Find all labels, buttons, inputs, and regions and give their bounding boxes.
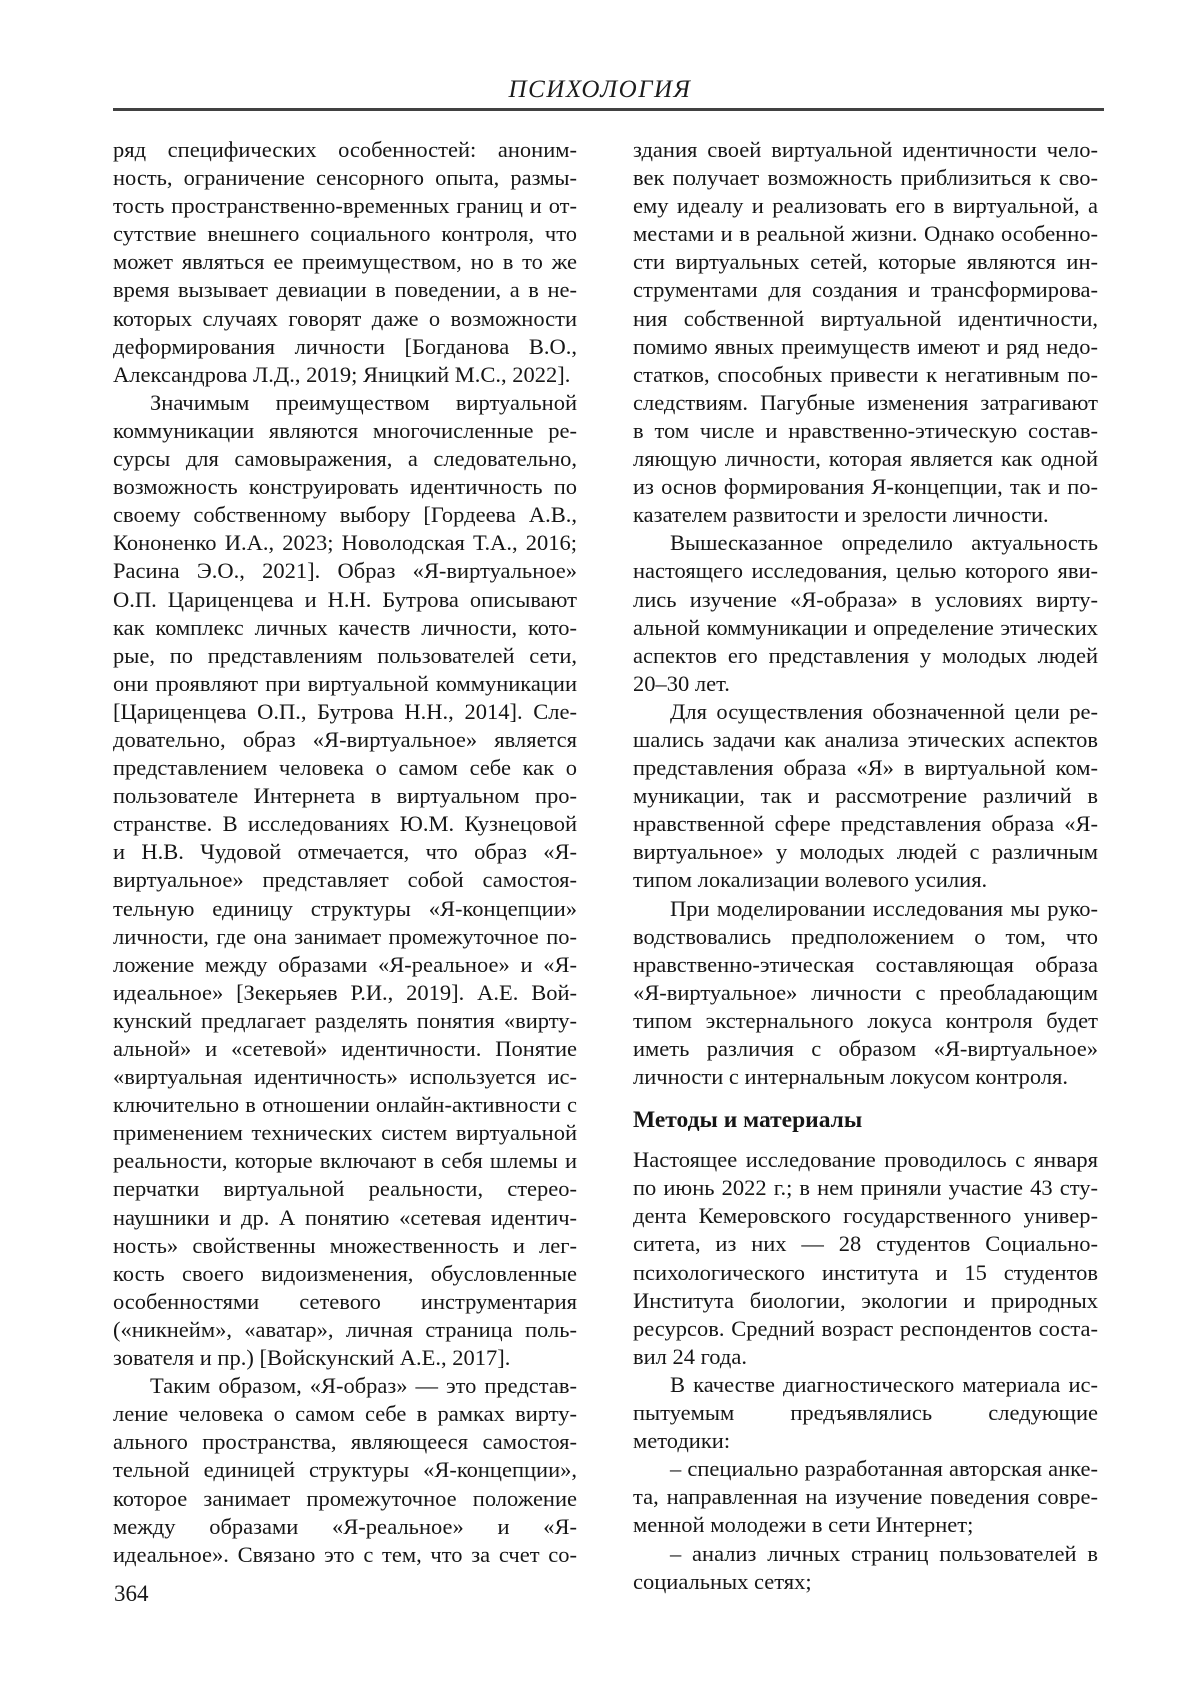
text-line: Расина Э.О., 2021]. Образ «Я-виртуальное» bbox=[113, 558, 577, 584]
text-line: («никнейм», «аватар», личная страница поль- bbox=[113, 1316, 577, 1342]
text-line: возможность конструировать идентичность по bbox=[113, 474, 577, 500]
text-line: ность, ограничение сенсорного опыта, размы- bbox=[113, 165, 577, 191]
text-line: альной коммуникации и определение этических bbox=[633, 614, 1098, 640]
text-line: вил 24 года. bbox=[633, 1343, 747, 1369]
text-line: которых случаях говорят даже о возможности bbox=[113, 305, 577, 331]
text-line: представления образа «Я» в виртуальной ком- bbox=[633, 755, 1098, 781]
text-line: которое занимает промежуточное положение bbox=[113, 1485, 577, 1511]
text-line: пытуемым предъявлялись следующие методики: bbox=[633, 1400, 1098, 1454]
text-line: «виртуальная идентичность» используется ис- bbox=[113, 1064, 577, 1090]
text-line: ложение между образами «Я-реальное» и «Я- bbox=[113, 951, 577, 977]
text-line: шались задачи как анализа этических аспектов bbox=[633, 726, 1098, 752]
paragraph bbox=[633, 1455, 1098, 1539]
text-line: тость пространственно-временных границ и от- bbox=[113, 193, 577, 219]
text-line: нравственно-этическая составляющая образа bbox=[633, 951, 1098, 977]
text-line: между образами «Я-реальное» и «Я- bbox=[113, 1513, 577, 1539]
text-line: ность» свойственны множественность и лег- bbox=[113, 1232, 577, 1258]
text-line: рые, по представлениям пользователей сети, bbox=[113, 642, 577, 668]
text-line: Института биологии, экологии и природных bbox=[633, 1287, 1098, 1313]
text-line: менной молодежи в сети Интернет; bbox=[633, 1512, 974, 1538]
text-line: ситета, из них — 28 студентов Социально- bbox=[633, 1231, 1098, 1257]
text-line: кость своего видоизменения, обусловленные bbox=[113, 1260, 577, 1286]
text-line: и Н.В. Чудовой отмечается, что образ «Я- bbox=[113, 839, 577, 865]
text-line: виртуальное» представляет собой самостоя- bbox=[113, 867, 577, 893]
text-line: ния собственной виртуальной идентичности, bbox=[633, 305, 1098, 331]
text-line: типом экстернального локуса контроля будет bbox=[633, 1007, 1098, 1033]
text-line: Настоящее исследование проводилось с января bbox=[633, 1147, 1098, 1173]
text-line: идеальное» [Зекерьяев Р.И., 2019]. А.Е. Вой- bbox=[113, 979, 577, 1005]
text-line: личности с интернальным локусом контроля. bbox=[633, 1064, 1069, 1090]
text-line: ального пространства, являющееся самостоя- bbox=[113, 1429, 577, 1455]
text-line: тельной единицей структуры «Я-концепции», bbox=[113, 1457, 577, 1483]
text-line: Для осуществления обозначенной цели ре- bbox=[670, 698, 1098, 724]
text-line: [Цариценцева О.П., Бутрова Н.Н., 2014]. Сле- bbox=[113, 698, 577, 724]
text-line: наушники и др. А понятию «сетевая идентич- bbox=[113, 1204, 577, 1230]
text-line: муникации, так и рассмотрение различий в bbox=[633, 783, 1098, 809]
paragraph bbox=[633, 529, 1098, 698]
text-line: ключительно в отношении онлайн-активности с bbox=[113, 1092, 577, 1118]
text-line: Кононенко И.А., 2023; Новолодская Т.А., 2016; bbox=[113, 530, 577, 556]
text-line: социальных сетях; bbox=[633, 1568, 812, 1594]
text-line: личности, где она занимает промежуточное по- bbox=[113, 923, 577, 949]
text-line: тельную единицу структуры «Я-концепции» bbox=[113, 895, 577, 921]
text-line: странстве. В исследованиях Ю.М. Кузнецовой bbox=[113, 811, 577, 837]
text-line: особенностями сетевого инструментария bbox=[113, 1288, 577, 1314]
text-line: своему собственному выбору [Гордеева А.В., bbox=[113, 502, 577, 528]
paragraph bbox=[113, 389, 577, 1372]
paragraph bbox=[633, 1146, 1098, 1371]
text-line: Вышесказанное определило актуальность bbox=[670, 530, 1098, 556]
text-line: Таким образом, «Я-образ» — это представ- bbox=[150, 1373, 577, 1399]
text-line: типом локализации волевого усилия. bbox=[633, 867, 988, 893]
text-line: ляющую личности, которая является как одной bbox=[633, 446, 1098, 472]
text-line: «Я-виртуальное» личности с преобладающим bbox=[633, 979, 1098, 1005]
right-column bbox=[633, 136, 1098, 1596]
text-line: струментами для создания и трансформирова- bbox=[633, 277, 1098, 303]
text-line: может являться ее преимуществом, но в то же bbox=[113, 249, 577, 275]
text-line: в том числе и нравственно-этическую состав- bbox=[633, 417, 1098, 443]
text-columns bbox=[113, 136, 1098, 1596]
paragraph bbox=[633, 1540, 1098, 1596]
section-heading: Методы и материалы bbox=[633, 1107, 863, 1134]
text-line: коммуникации являются многочисленные ре- bbox=[113, 417, 577, 443]
page-number: 364 bbox=[114, 1581, 149, 1606]
text-line: Значимым преимуществом виртуальной bbox=[150, 389, 577, 415]
text-line: аспектов его представления у молодых людей bbox=[633, 642, 1098, 668]
text-line: водствовались предположением о том, что bbox=[633, 923, 1098, 949]
text-line: иметь различия с образом «Я-виртуальное» bbox=[633, 1036, 1098, 1061]
text-line: следствиям. Пагубные изменения затрагивают bbox=[633, 389, 1098, 415]
text-line: та, направленная на изучение поведения совре- bbox=[633, 1484, 1098, 1510]
left-column bbox=[113, 136, 577, 1596]
paragraph bbox=[633, 698, 1098, 895]
text-line: из основ формирования Я-концепции, так и по- bbox=[633, 474, 1098, 500]
text-line: В качестве диагностического материала ис- bbox=[670, 1371, 1098, 1397]
text-line: – специально разработанная авторская анке- bbox=[670, 1456, 1098, 1482]
text-line: виртуальное» у молодых людей с различным bbox=[633, 839, 1098, 865]
text-line: ление человека о самом себе в рамках вирту- bbox=[113, 1401, 577, 1427]
text-line: При моделировании исследования мы руко- bbox=[670, 895, 1098, 921]
text-line: – анализ личных страниц пользователей в bbox=[670, 1540, 1098, 1566]
text-line: дента Кемеровского государственного универ- bbox=[633, 1203, 1098, 1229]
text-line: 20–30 лет. bbox=[633, 670, 730, 696]
text-line: представлением человека о самом себе как о bbox=[113, 755, 577, 781]
text-line: здания своей виртуальной идентичности чело- bbox=[633, 137, 1098, 162]
text-line: деформирования личности [Богданова В.О., bbox=[113, 333, 577, 359]
text-line: кунский предлагает разделять понятия «вирту- bbox=[113, 1007, 577, 1033]
text-line: помимо явных преимуществ имеют и ряд недо- bbox=[633, 333, 1098, 359]
running-head-title: ПСИХОЛОГИЯ bbox=[508, 76, 692, 103]
paragraph bbox=[113, 1372, 577, 1569]
text-line: местами и в реальной жизни. Однако особенно- bbox=[633, 221, 1098, 247]
text-line: идеальное». Связано это с тем, что за счет со- bbox=[113, 1541, 577, 1567]
text-line: пользователе Интернета в виртуальном про- bbox=[113, 783, 577, 809]
text-line: по июнь 2022 г.; в нем приняли участие 43 сту- bbox=[633, 1175, 1098, 1201]
text-line: нравственной сфере представления образа «Я- bbox=[633, 811, 1098, 837]
text-line: психологического института и 15 студентов bbox=[633, 1259, 1098, 1285]
text-line: альной» и «сетевой» идентичности. Понятие bbox=[113, 1036, 577, 1061]
header-rule bbox=[113, 108, 1104, 111]
text-line: Александрова Л.Д., 2019; Яницкий М.С., 2022]. bbox=[113, 361, 571, 387]
text-line: казателем развитости и зрелости личности. bbox=[633, 502, 1049, 528]
paragraph bbox=[113, 136, 577, 389]
text-line: настоящего исследования, целью которого яви- bbox=[633, 558, 1098, 584]
text-line: как комплекс личных качеств личности, кото- bbox=[113, 614, 577, 640]
text-line: сти виртуальных сетей, которые являются ин- bbox=[633, 249, 1098, 275]
text-line: время вызывает девиации в поведении, а в не- bbox=[113, 277, 577, 303]
text-line: довательно, образ «Я-виртуальное» является bbox=[113, 726, 577, 752]
paragraph bbox=[633, 1371, 1098, 1455]
text-line: ему идеалу и реализовать его в виртуальной, а bbox=[633, 193, 1098, 219]
text-line: реальности, которые включают в себя шлемы и bbox=[113, 1148, 577, 1174]
text-line: перчатки виртуальной реальности, стерео- bbox=[113, 1176, 577, 1202]
text-line: зователя и пр.) [Войскунский А.Е., 2017]. bbox=[113, 1345, 511, 1371]
paragraph bbox=[633, 136, 1098, 529]
paragraph bbox=[633, 895, 1098, 1092]
text-line: сурсы для самовыражения, а следовательно, bbox=[113, 446, 577, 472]
text-line: век получает возможность приблизиться к сво- bbox=[633, 165, 1098, 191]
text-line: сутствие внешнего социального контроля, что bbox=[113, 221, 577, 247]
text-line: статков, способных привести к негативным по- bbox=[633, 361, 1098, 387]
text-line: О.П. Цариценцева и Н.Н. Бутрова описывают bbox=[113, 586, 577, 612]
text-line: они проявляют при виртуальной коммуникации bbox=[113, 670, 577, 696]
text-line: ряд специфических особенностей: аноним- bbox=[113, 137, 577, 162]
text-line: ресурсов. Средний возраст респондентов соста- bbox=[633, 1315, 1098, 1341]
text-line: лись изучение «Я-образа» в условиях вирту- bbox=[633, 586, 1098, 612]
text-line: применением технических систем виртуальной bbox=[113, 1120, 577, 1146]
